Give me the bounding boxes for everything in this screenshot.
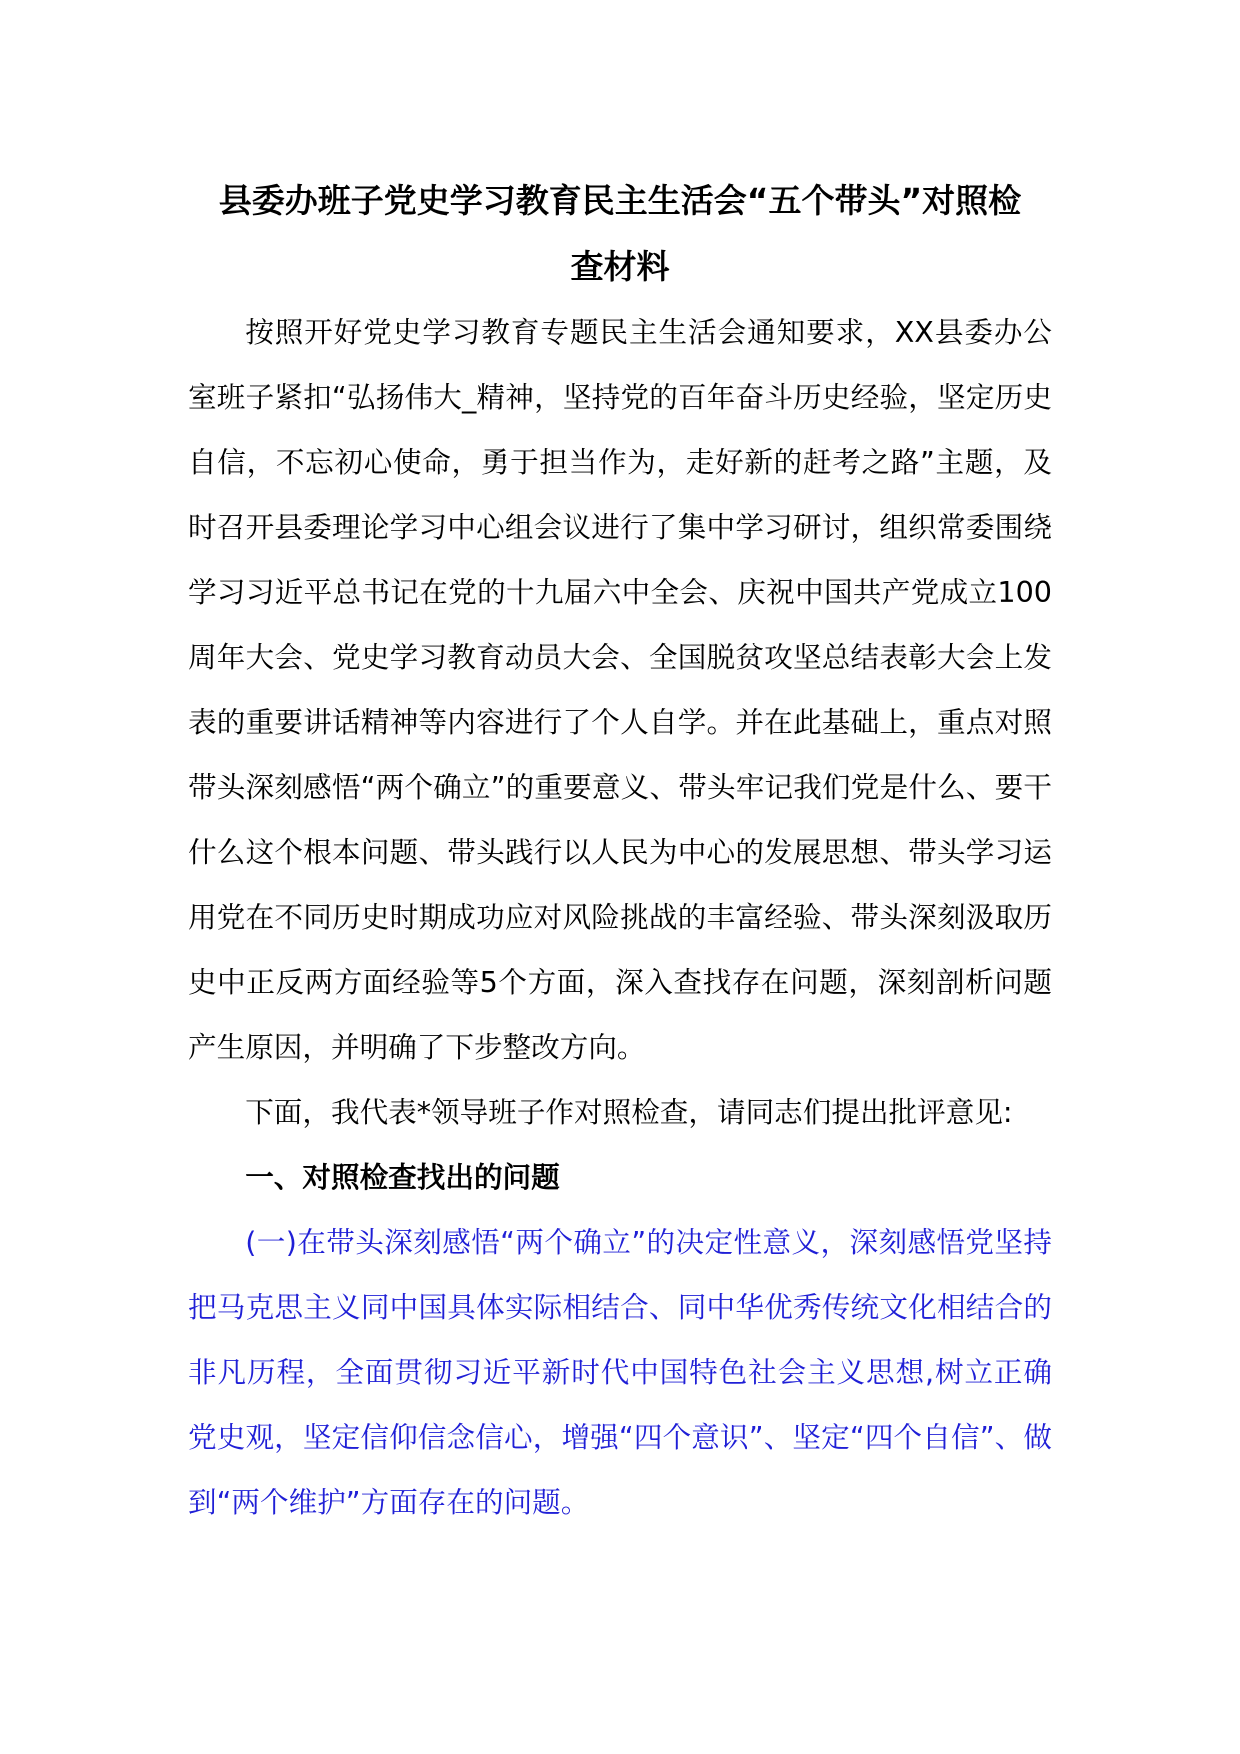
intro-paragraph: 按照开好党史学习教育专题民主生活会通知要求，XX县委办公室班子紧扣“弘扬伟大_精神，坚持党的百年奋斗历史经验，坚定历史自信，不忘初心使命，勇于担当作为，走好新的赶考之路”主题，及时召开县委理论学习中心组会议进行了集中学习研讨，组织常委围绕学习习近平总书记在党的十九届六中全会、庆祝中国共产党成立100周年大会、党史学习教育动员大会、全国脱贫攻坚总结表彰大会上发表的重要讲话精神等内容进行了个人自学。并在此基础上，重点对照带头深刻感悟“两个确立”的重要意义、带头牢记我们党是什么、要干什么这个根本问题、带头践行以人民为中心的发展思想、带头学习运用党在不同历史时期成功应对风险挑战的丰富经验、带头深刻汲取历史中正反两方面经验等5个方面，深入查找存在问题，深刻剖析问题产生原因，并明确了下步整改方向。 xyxy=(188,315,1052,1064)
document-title xyxy=(188,168,1052,300)
subsection-paragraph: (一)在带头深刻感悟“两个确立”的决定性意义，深刻感悟党坚持把马克思主义同中国具体实际相结合、同中华优秀传统文化相结合的非凡历程，全面贯彻习近平新时代中国特色社会主义思想,树立正确党史观，坚定信仰信念信心，增强“四个意识”、坚定“四个自信”、做到“两个维护”方面存在的问题。 xyxy=(188,1225,1052,1519)
statement-paragraph: 下面，我代表*领导班子作对照检查，请同志们提出批评意见: xyxy=(245,1095,1013,1129)
title-line-1: 县委办班子党史学习教育民主生活会“五个带头”对照检 xyxy=(218,181,1022,220)
title-line-2: 查材料 xyxy=(570,247,670,286)
section-heading: 一、对照检查找出的问题 xyxy=(245,1160,560,1194)
document-page xyxy=(188,168,1052,1535)
